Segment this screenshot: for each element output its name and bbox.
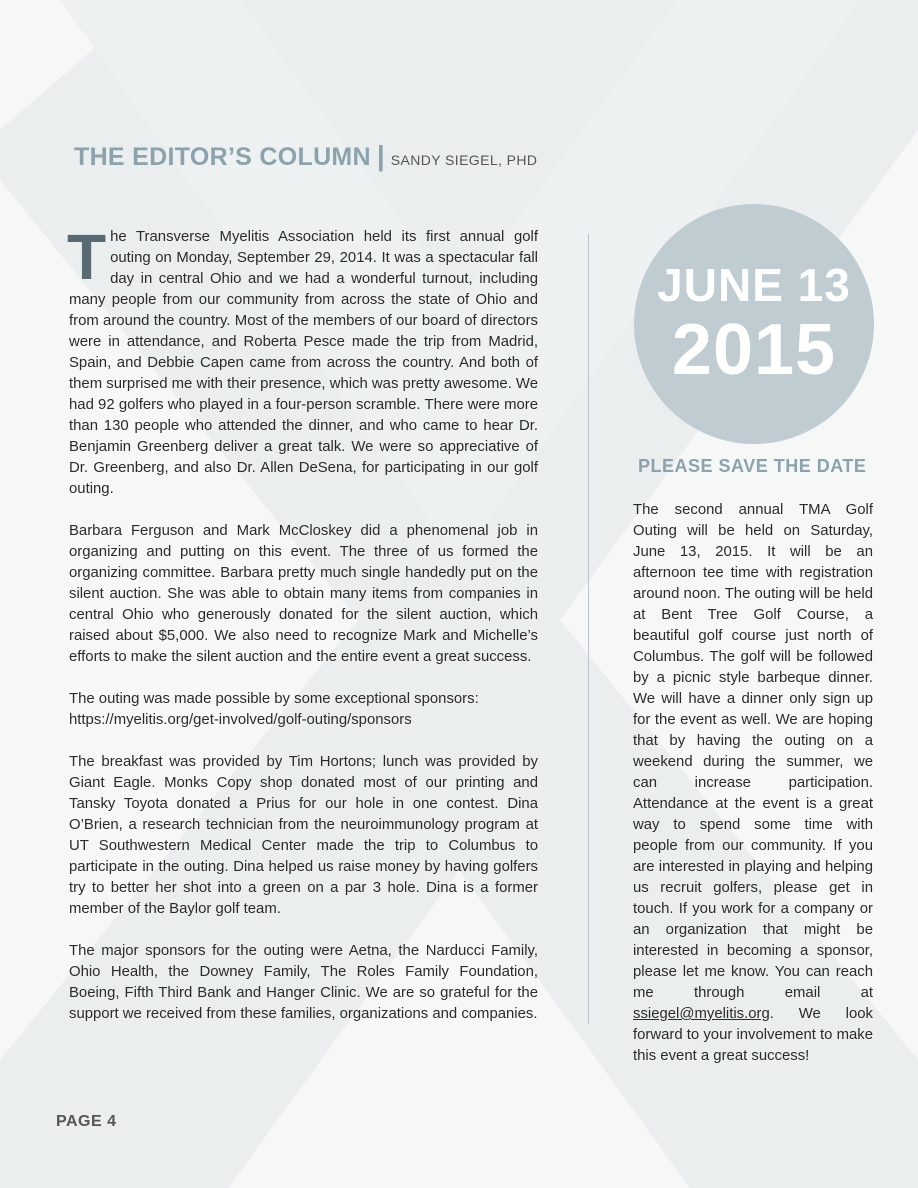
column-title: THE EDITOR’S COLUMN bbox=[74, 143, 371, 171]
column-header bbox=[74, 140, 537, 172]
article-paragraph-1 bbox=[67, 221, 538, 500]
article-body bbox=[67, 221, 538, 1046]
drop-cap: T bbox=[67, 221, 107, 293]
sidebar-body: The second annual TMA Golf Outing will be held on Saturday, June 13, 2015. It will be an afternoon tee time with registration around noon. The outing will be held at Bent Tree Golf Course, a beautiful golf course just north of Columbus. The golf will be followed by a picnic style barbeque dinner. We will have a dinner only sign up for the event as well. We are hoping that by having the outing on a weekend during the summer, we can increase participation. Attendance at the event is a great way to spend some time with people from our community. If you are interested in playing and helping us recruit golfers, please get in touch. If you work for a company or an organization that might be interested in becoming a sponsor, please let me know. You can reach me through email at bbox=[633, 502, 873, 1001]
article-paragraph-3 bbox=[69, 689, 538, 731]
save-the-date-heading: PLEASE SAVE THE DATE bbox=[638, 456, 867, 476]
date-circle bbox=[634, 204, 874, 444]
header-separator: | bbox=[376, 140, 385, 171]
sponsors-intro: The outing was made possible by some exceptional sponsors: bbox=[69, 691, 479, 707]
sidebar-closing: . We look forward to your involvement to make this event a great success! bbox=[633, 1006, 874, 1064]
article-paragraph-2: Barbara Ferguson and Mark McCloskey did a phenomenal job in organizing and putting on this event. The three of us formed the organizing committee. Barbara pretty much single handedly put on the silent auction. She was able to obtain many items from companies in central Ohio who generously donated for the silent auction, which raised about $5,000. We also need to recognize Mark and Michelle’s efforts to make the silent auction and the entire event a great success. bbox=[69, 523, 538, 665]
article-paragraph-5: The major sponsors for the outing were Aetna, the Narducci Family, Ohio Health, the Downey Family, The Roles Family Foundation, Boeing, Fifth Third Bank and Hanger Clinic. We are so grateful for the support we received from these families, organizations and companies. bbox=[69, 943, 538, 1022]
date-year: 2015 bbox=[671, 310, 837, 390]
sponsors-url[interactable]: https://myelitis.org/get-involved/golf-outing/sponsors bbox=[69, 712, 412, 728]
sidebar-text bbox=[633, 500, 873, 1067]
date-month-day: JUNE 13 bbox=[657, 259, 851, 311]
article-paragraph-4: The breakfast was provided by Tim Hortons; lunch was provided by Giant Eagle. Monks Copy shop donated most of our printing and Tansky Toyota donated a Prius for our hole in one contest. Dina O’Brien, a research technician from the neuroimmunology program at UT Southwestern Medical Center made the trip to Columbus to participate in the outing. Dina helped us raise money by having golfers try to better her shot into a green on a par 3 hole. Dina is a former member of the Baylor golf team. bbox=[69, 754, 538, 917]
column-divider bbox=[588, 234, 589, 1024]
author-name: SANDY SIEGEL, PHD bbox=[390, 152, 538, 168]
email-link[interactable]: ssiegel@myelitis.org bbox=[633, 1006, 770, 1022]
page-number: PAGE 4 bbox=[56, 1113, 117, 1130]
paragraph-1-text: he Transverse Myelitis Association held its first annual golf outing on Monday, September 29, 2014. It was a spectacular fall day in central Ohio and we had a wonderful turnout, including many people from our community from across the state of Ohio and from around the country. Most of the members of our board of directors were in attendance, and Roberta Pesce made the trip from Madrid, Spain, and Debbie Capen came from across the country. And both of them surprised me with their presence, which was pretty awesome. We had 92 golfers who played in a four-person scramble. There were more than 130 people who attended the dinner, and who came to hear Dr. Benjamin Greenberg deliver a great talk. We were so appreciative of Dr. Greenberg, and also Dr. Allen DeSena, for participating in our golf outing. bbox=[69, 229, 538, 497]
